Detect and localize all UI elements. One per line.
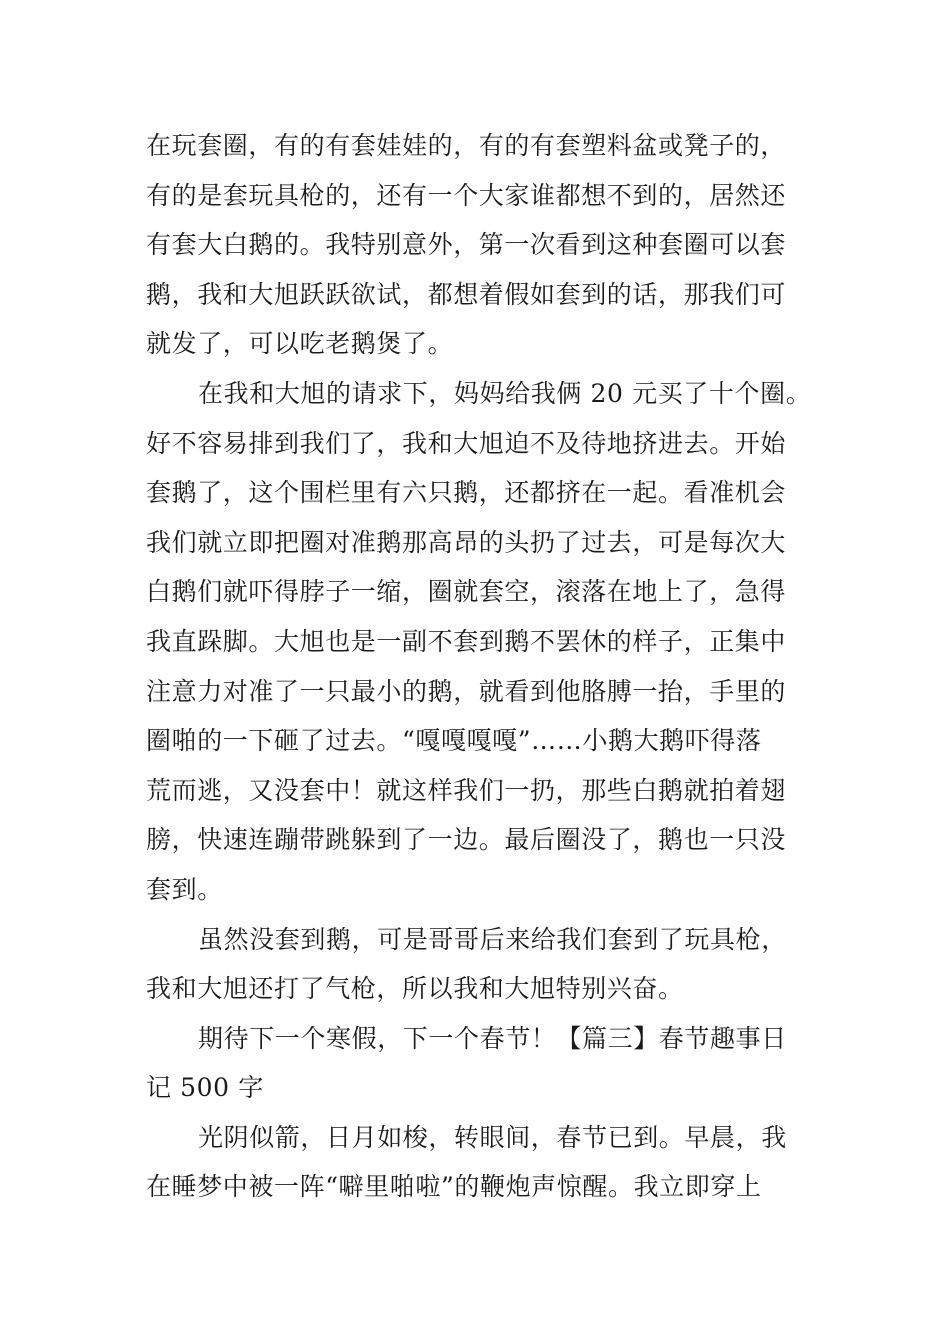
text-line: 就发了，可以吃老鹅煲了。 — [146, 329, 454, 359]
text-line: 荒而逃，又没套中！就这样我们一扔，那些白鹅就拍着翅 — [146, 775, 787, 805]
text-line: 好不容易排到我们了，我和大旭迫不及待地挤进去。开始 — [146, 428, 787, 458]
text-line: 鹅，我和大旭跃跃欲试，都想着假如套到的话，那我们可 — [146, 279, 787, 309]
body-text — [146, 128, 810, 1219]
text-line: 在睡梦中被一阵“噼里啪啦”的鞭炮声惊醒。我立即穿上 — [146, 1172, 762, 1202]
text-line: 注意力对准了一只最小的鹅，就看到他胳膊一抬，手里的 — [146, 676, 787, 706]
text-line: 圈啪的一下砸了过去。“嘎嘎嘎嘎”……小鹅大鹅吓得落 — [146, 726, 762, 756]
text-line: 膀，快速连蹦带跳躲到了一边。最后圈没了，鹅也一只没 — [146, 825, 787, 855]
text-line: 在玩套圈，有的有套娃娃的，有的有套塑料盆或凳子的， — [146, 131, 787, 160]
text-line: 套到。 — [146, 874, 223, 904]
text-line: 套鹅了，这个围栏里有六只鹅，还都挤在一起。看准机会 — [146, 478, 787, 508]
paragraph-first-line: 期待下一个寒假，下一个春节！【篇三】春节趣事日 — [198, 1023, 787, 1053]
text-line: 有套大白鹅的。我特别意外，第一次看到这种套圈可以套 — [146, 230, 787, 260]
text-line: 记 500 字 — [146, 1073, 264, 1103]
text-line: 我直跺脚。大旭也是一副不套到鹅不罢休的样子，正集中 — [146, 626, 787, 656]
text-line: 我们就立即把圈对准鹅那高昂的头扔了过去，可是每次大 — [146, 527, 787, 557]
paragraph-first-line: 在我和大旭的请求下，妈妈给我俩 20 元买了十个圈。 — [198, 378, 812, 408]
text-line: 白鹅们就吓得脖子一缩，圈就套空，滚落在地上了，急得 — [146, 577, 787, 607]
text-line: 有的是套玩具枪的，还有一个大家谁都想不到的，居然还 — [146, 180, 787, 210]
text-line: 我和大旭还打了气枪，所以我和大旭特别兴奋。 — [146, 974, 684, 1004]
paragraph-first-line: 虽然没套到鹅，可是哥哥后来给我们套到了玩具枪， — [198, 924, 787, 954]
paragraph-first-line: 光阴似箭，日月如梭，转眼间，春节已到。早晨，我 — [198, 1122, 787, 1152]
